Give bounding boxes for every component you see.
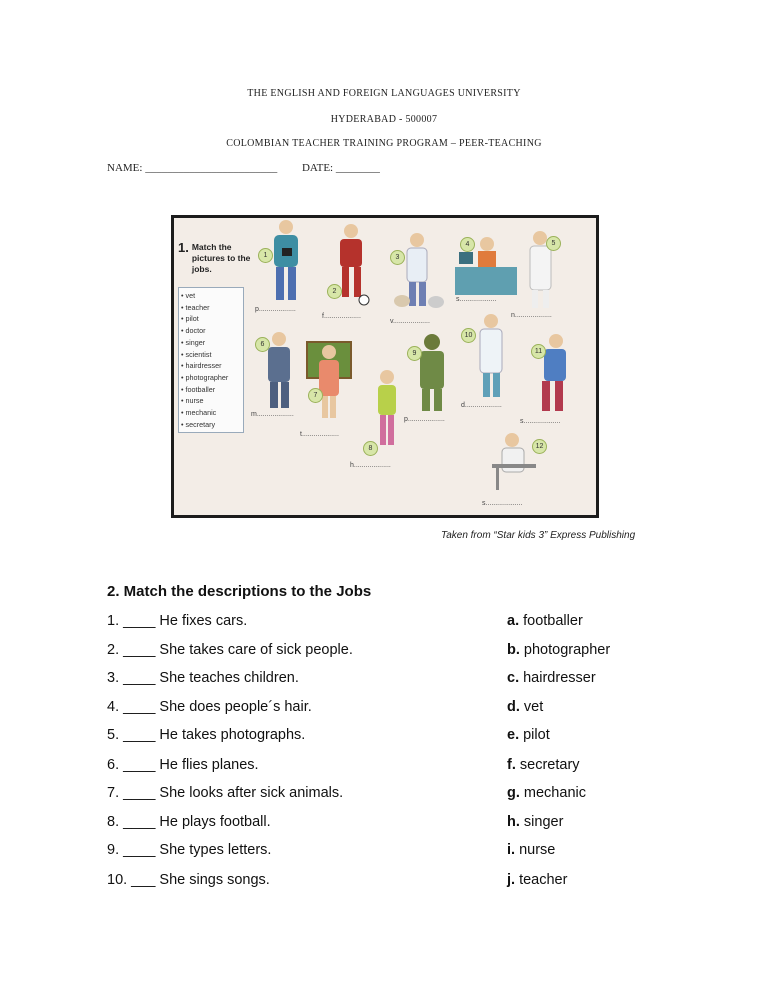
exercise2-title: 2. Match the descriptions to the Jobs — [107, 583, 372, 600]
answer-blank[interactable]: p................... — [255, 306, 296, 313]
name-date-row — [107, 162, 402, 174]
job-option: j. teacher — [507, 872, 568, 888]
description[interactable]: 9. ____ She types letters. — [107, 842, 272, 858]
job-option: g. mechanic — [507, 785, 586, 801]
answer-blank[interactable]: f................... — [322, 313, 361, 320]
program-title: COLOMBIAN TEACHER TRAINING PROGRAM – PEER-TEACHING — [226, 138, 542, 149]
word-item: • pilot — [181, 313, 243, 325]
description[interactable]: 2. ____ She takes care of sick people. — [107, 642, 353, 658]
description[interactable]: 3. ____ She teaches children. — [107, 670, 299, 686]
description[interactable]: 4. ____ She does people´s hair. — [107, 699, 312, 715]
description[interactable]: 6. ____ He flies planes. — [107, 757, 259, 773]
job-option: i. nurse — [507, 842, 556, 858]
description[interactable]: 7. ____ She looks after sick animals. — [107, 785, 344, 801]
word-item: • singer — [181, 337, 243, 349]
picture-number: 11 — [531, 344, 546, 359]
answer-blank[interactable]: n................... — [511, 312, 552, 319]
answer-blank[interactable]: p................... — [404, 416, 445, 423]
jobs-illustration — [171, 215, 599, 518]
image-caption: Taken from “Star kids 3” Express Publishing — [441, 530, 636, 541]
picture-number: 4 — [460, 237, 475, 252]
word-item: • mechanic — [181, 407, 243, 419]
job-option: a. footballer — [507, 613, 583, 629]
word-item: • teacher — [181, 302, 243, 314]
word-item: • secretary — [181, 419, 243, 431]
word-item: • doctor — [181, 325, 243, 337]
job-option: h. singer — [507, 814, 564, 830]
exercise1-title: 1. Match the pictures to the jobs. — [178, 240, 251, 274]
description[interactable]: 10. ___ She sings songs. — [107, 872, 270, 888]
word-item: • nurse — [181, 395, 243, 407]
answer-blank[interactable]: m................... — [251, 411, 294, 418]
university-address: HYDERABAD - 500007 — [330, 114, 438, 125]
job-option: c. hairdresser — [507, 670, 596, 686]
answer-blank[interactable]: t................... — [300, 431, 339, 438]
date-field[interactable]: DATE: ________ — [301, 162, 380, 174]
word-item: • footballer — [181, 384, 243, 396]
job-option: b. photographer — [507, 642, 611, 658]
answer-blank[interactable]: s................... — [482, 500, 523, 507]
picture-number: 2 — [327, 284, 342, 299]
job-option: e. pilot — [507, 727, 550, 743]
picture-number: 7 — [308, 388, 323, 403]
answer-blank[interactable]: v................... — [390, 318, 430, 325]
university-title: THE ENGLISH AND FOREIGN LANGUAGES UNIVERSITY — [247, 88, 521, 99]
description[interactable]: 1. ____ He fixes cars. — [107, 613, 248, 629]
answer-blank[interactable]: s................... — [520, 418, 561, 425]
answer-blank[interactable]: d................... — [461, 402, 502, 409]
word-item: • hairdresser — [181, 360, 243, 372]
picture-number: 8 — [363, 441, 378, 456]
picture-number: 6 — [255, 337, 270, 352]
picture-number: 1 — [258, 248, 273, 263]
description[interactable]: 8. ____ He plays football. — [107, 814, 271, 830]
picture-number: 10 — [461, 328, 476, 343]
word-list — [178, 287, 244, 433]
picture-number: 3 — [390, 250, 405, 265]
word-item: • scientist — [181, 349, 243, 361]
picture-number: 5 — [546, 236, 561, 251]
job-option: d. vet — [507, 699, 544, 715]
answer-blank[interactable]: s................... — [456, 296, 497, 303]
word-item: • photographer — [181, 372, 243, 384]
name-field[interactable]: NAME: ________________________ — [107, 162, 278, 174]
picture-number: 9 — [407, 346, 422, 361]
job-option: f. secretary — [507, 757, 580, 773]
description[interactable]: 5. ____ He takes photographs. — [107, 727, 306, 743]
picture-number: 12 — [532, 439, 547, 454]
word-item: • vet — [181, 290, 243, 302]
answer-blank[interactable]: h................... — [350, 462, 391, 469]
